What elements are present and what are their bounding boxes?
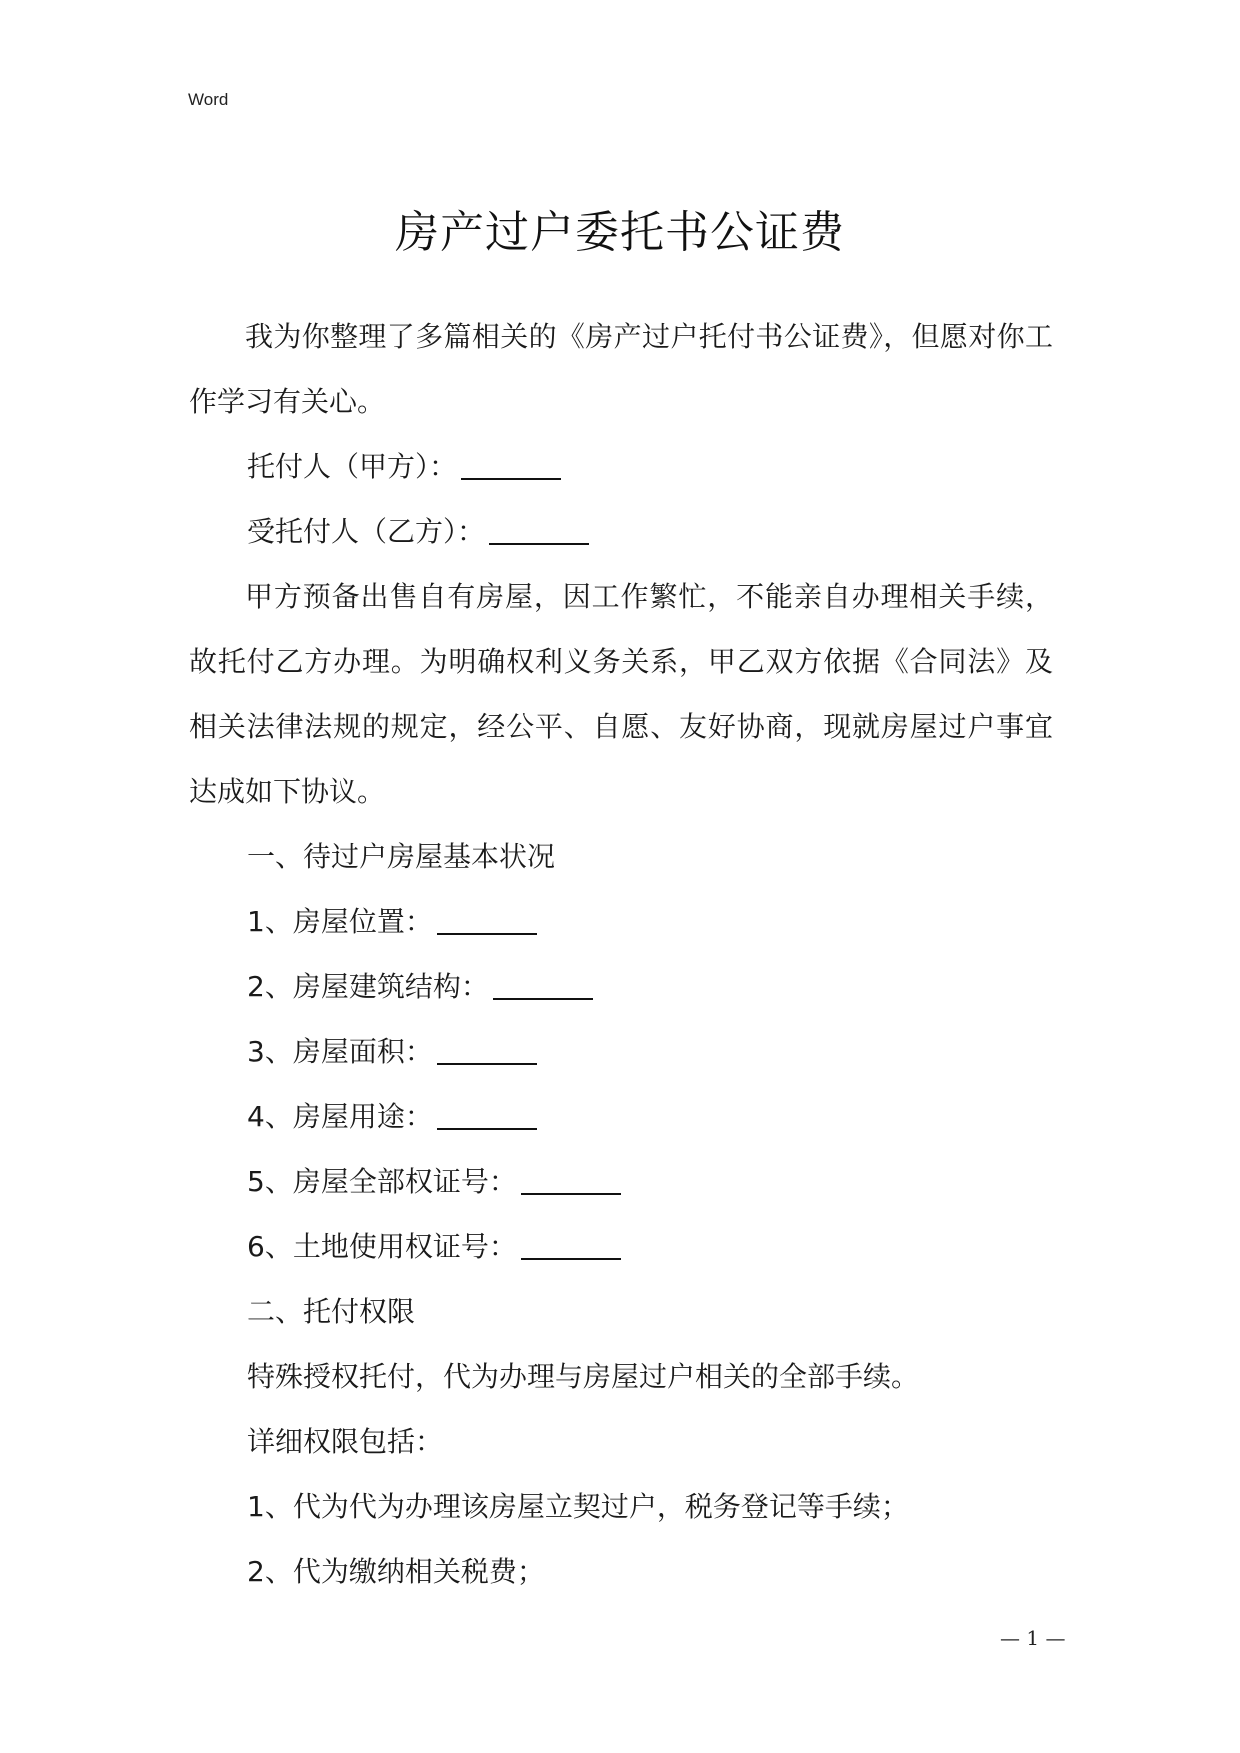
section2-item-2 (189, 1539, 1053, 1604)
item-number: 1 (247, 905, 265, 938)
section1-heading: 一、待过户房屋基本状况 (247, 840, 556, 873)
item-label: 、土地使用权证号： (264, 1230, 517, 1263)
preamble-paragraph: 甲方预备出售自有房屋，因工作繁忙，不能亲自办理相关手续，故托付乙方办理。为明确权利义务关系，甲乙双方依据《合同法》及相关法律法规的规定，经公平、自愿、友好协商，现就房屋过户事宜达成如下协议。 (189, 580, 1053, 808)
item-number: 6 (247, 1230, 265, 1263)
item-label: 、代为代为办理该房屋立契过户，税务登记等手续； (264, 1490, 909, 1523)
section1-item-6 (189, 1214, 1053, 1279)
item-number: 2 (247, 1555, 265, 1588)
item-blank[interactable] (437, 1035, 537, 1065)
item-label: 、房屋建筑结构： (264, 970, 489, 1003)
agent-label: 受托付人（乙方）： (247, 515, 486, 548)
document-title: 房产过户委托书公证费 (395, 207, 845, 258)
principal-blank[interactable] (461, 450, 561, 480)
section2-heading: 二、托付权限 (247, 1295, 416, 1328)
item-label: 、房屋用途： (264, 1100, 433, 1133)
section1-item-3 (189, 1019, 1053, 1084)
section2-item-1 (189, 1474, 1053, 1539)
section1-item-5 (189, 1149, 1053, 1214)
item-number: 4 (247, 1100, 265, 1133)
section1-item-1 (189, 889, 1053, 954)
item-number: 5 (247, 1165, 265, 1198)
page-number: — 1 — (1000, 1626, 1066, 1650)
principal-line (189, 434, 1053, 499)
document-body (189, 304, 1053, 1604)
item-number: 3 (247, 1035, 265, 1068)
item-blank[interactable] (437, 1100, 537, 1130)
section2-scope: 特殊授权托付，代为办理与房屋过户相关的全部手续。 (247, 1360, 920, 1393)
item-label: 、房屋面积： (264, 1035, 433, 1068)
item-blank[interactable] (521, 1230, 621, 1260)
section1-item-2 (189, 954, 1053, 1019)
agent-blank[interactable] (489, 515, 589, 545)
principal-label: 托付人（甲方）： (247, 450, 458, 483)
intro-paragraph: 我为你整理了多篇相关的《房产过户托付书公证费》，但愿对你工作学习有关心。 (189, 320, 1053, 418)
section1-item-4 (189, 1084, 1053, 1149)
header-label: Word (188, 90, 229, 109)
item-number: 2 (247, 970, 265, 1003)
item-label: 、房屋全部权证号： (264, 1165, 517, 1198)
item-number: 1 (247, 1490, 265, 1523)
item-blank[interactable] (437, 905, 537, 935)
section2-detail-heading: 详细权限包括： (247, 1425, 444, 1458)
item-label: 、代为缴纳相关税费； (264, 1555, 545, 1588)
item-blank[interactable] (521, 1165, 621, 1195)
item-blank[interactable] (493, 970, 593, 1000)
item-label: 、房屋位置： (264, 905, 433, 938)
agent-line (189, 499, 1053, 564)
